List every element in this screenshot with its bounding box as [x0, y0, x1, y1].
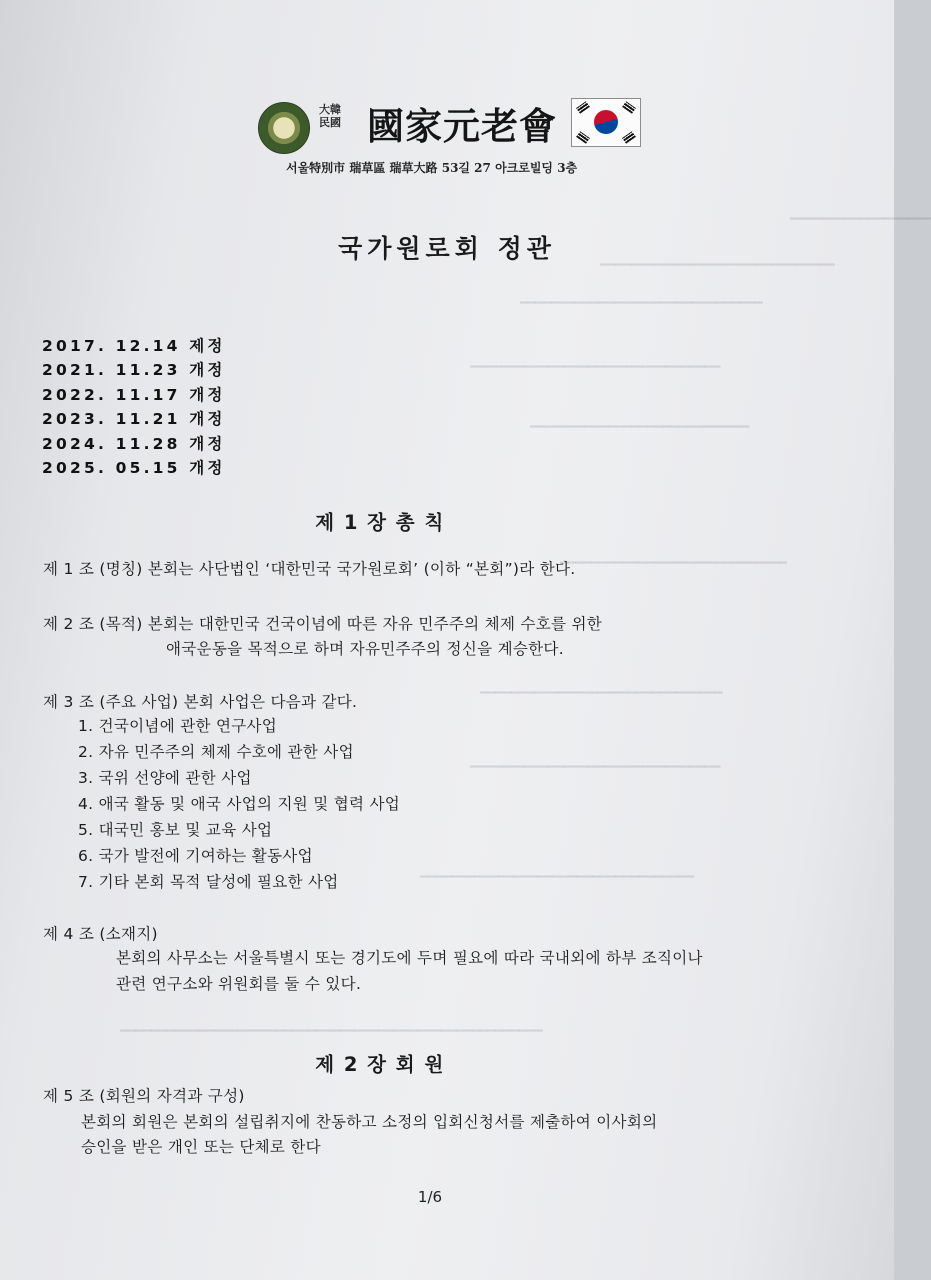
bleed-through-mark: ━━━━━━━━━━━━━━━━━━━━━━━━━━━━━━━━━━━: [420, 870, 694, 885]
revision-entry: 2023. 11.21 개정: [42, 410, 226, 429]
org-name: 國家元老會: [367, 104, 557, 148]
trigram-mark: [622, 101, 636, 114]
list-item: 6. 국가 발전에 기여하는 활동사업: [78, 847, 313, 865]
bleed-through-mark: ━━━━━━━━━━━━━━━━━━━━━━━━━━━━: [530, 420, 750, 435]
bleed-through-mark: ━━━━━━━━━━━━━━━━━━━━━━━━━━━━━: [560, 556, 787, 571]
chapter-heading: 제 2 장 회 원: [315, 1053, 445, 1076]
list-item: 3. 국위 선양에 관한 사업: [78, 769, 252, 787]
bleed-through-mark: ━━━━━━━━━━━━━━━━━━: [790, 212, 931, 227]
page-number: 1/6: [417, 1188, 443, 1206]
bleed-through-mark: ━━━━━━━━━━━━━━━━━━━━━━━━━━━━━━━: [480, 686, 723, 701]
article-4-heading: 제 4 조 (소재지): [43, 925, 158, 943]
revision-entry: 2024. 11.28 개정: [42, 434, 226, 453]
trigram-mark: [576, 101, 590, 114]
revision-entry: 2021. 11.23 개정: [42, 361, 226, 380]
article-5-line1: 본회의 회원은 본회의 설립취지에 찬동하고 소정의 입회신청서를 제출하여 이사회의: [81, 1113, 658, 1131]
taeguk-symbol: [594, 110, 618, 134]
revision-entry: 2025. 05.15 개정: [42, 458, 226, 477]
article-3-list: [78, 714, 400, 896]
list-item: 7. 기타 본회 목적 달성에 필요한 사업: [78, 873, 339, 891]
article-5-line2: 승인을 받은 개인 또는 단체로 한다: [81, 1138, 321, 1156]
article-4-line2: 관련 연구소와 위원회를 둘 수 있다.: [116, 975, 362, 993]
bleed-through-mark: ━━━━━━━━━━━━━━━━━━━━━━━━━━━━━━: [600, 258, 835, 273]
bleed-through-mark: ━━━━━━━━━━━━━━━━━━━━━━━━━━━━━━━━: [470, 360, 721, 375]
korean-flag-icon: [571, 98, 641, 147]
trigram-mark: [576, 131, 590, 144]
list-item: 4. 애국 활동 및 애국 사업의 지원 및 협력 사업: [78, 795, 401, 813]
list-item: 5. 대국민 홍보 및 교육 사업: [78, 821, 273, 839]
list-item: 2. 자유 민주주의 체제 수호에 관한 사업: [78, 743, 354, 761]
revision-entry: 2022. 11.17 개정: [42, 385, 226, 404]
article-2-line1: 제 2 조 (목적) 본회는 대한민국 건국이념에 따른 자유 민주주의 체제 수호를 위한: [43, 615, 603, 633]
trigram-mark: [622, 131, 636, 144]
list-item: 1. 건국이념에 관한 연구사업: [78, 717, 278, 735]
article-1: 제 1 조 (명칭) 본회는 사단법인 ‘대한민국 국가원로회’ (이하 “본회”)라 한다.: [43, 560, 576, 578]
article-5-heading: 제 5 조 (회원의 자격과 구성): [43, 1087, 245, 1105]
article-3-heading: 제 3 조 (주요 사업) 본회 사업은 다음과 같다.: [43, 693, 358, 711]
revision-history: [42, 334, 226, 480]
document-title: 국가원로회 정관: [338, 234, 556, 263]
org-address: 서울特別市 瑞草區 瑞草大路 53길 27 아크로빌딩 3층: [286, 161, 578, 175]
emblem-caption: 大韓 民國: [319, 103, 341, 129]
chapter-heading: 제 1 장 총 칙: [315, 511, 445, 534]
article-2-line2: 애국운동을 목적으로 하며 자유민주주의 정신을 계승한다.: [166, 640, 564, 658]
bleed-through-mark: ━━━━━━━━━━━━━━━━━━━━━━━━━━━━━━━━: [470, 760, 721, 775]
org-emblem-seal: [258, 102, 310, 154]
bleed-through-mark: ━━━━━━━━━━━━━━━━━━━━━━━━━━━━━━━: [520, 296, 763, 311]
article-4-line1: 본회의 사무소는 서울특별시 또는 경기도에 두며 필요에 따라 국내외에 하부 조직이나: [116, 949, 703, 967]
bleed-through-mark: ━━━━━━━━━━━━━━━━━━━━━━━━━━━━━━━━━━━━━━━━━━━━━━━━━━━━━━: [120, 1024, 543, 1039]
revision-entry: 2017. 12.14 제정: [42, 337, 226, 355]
